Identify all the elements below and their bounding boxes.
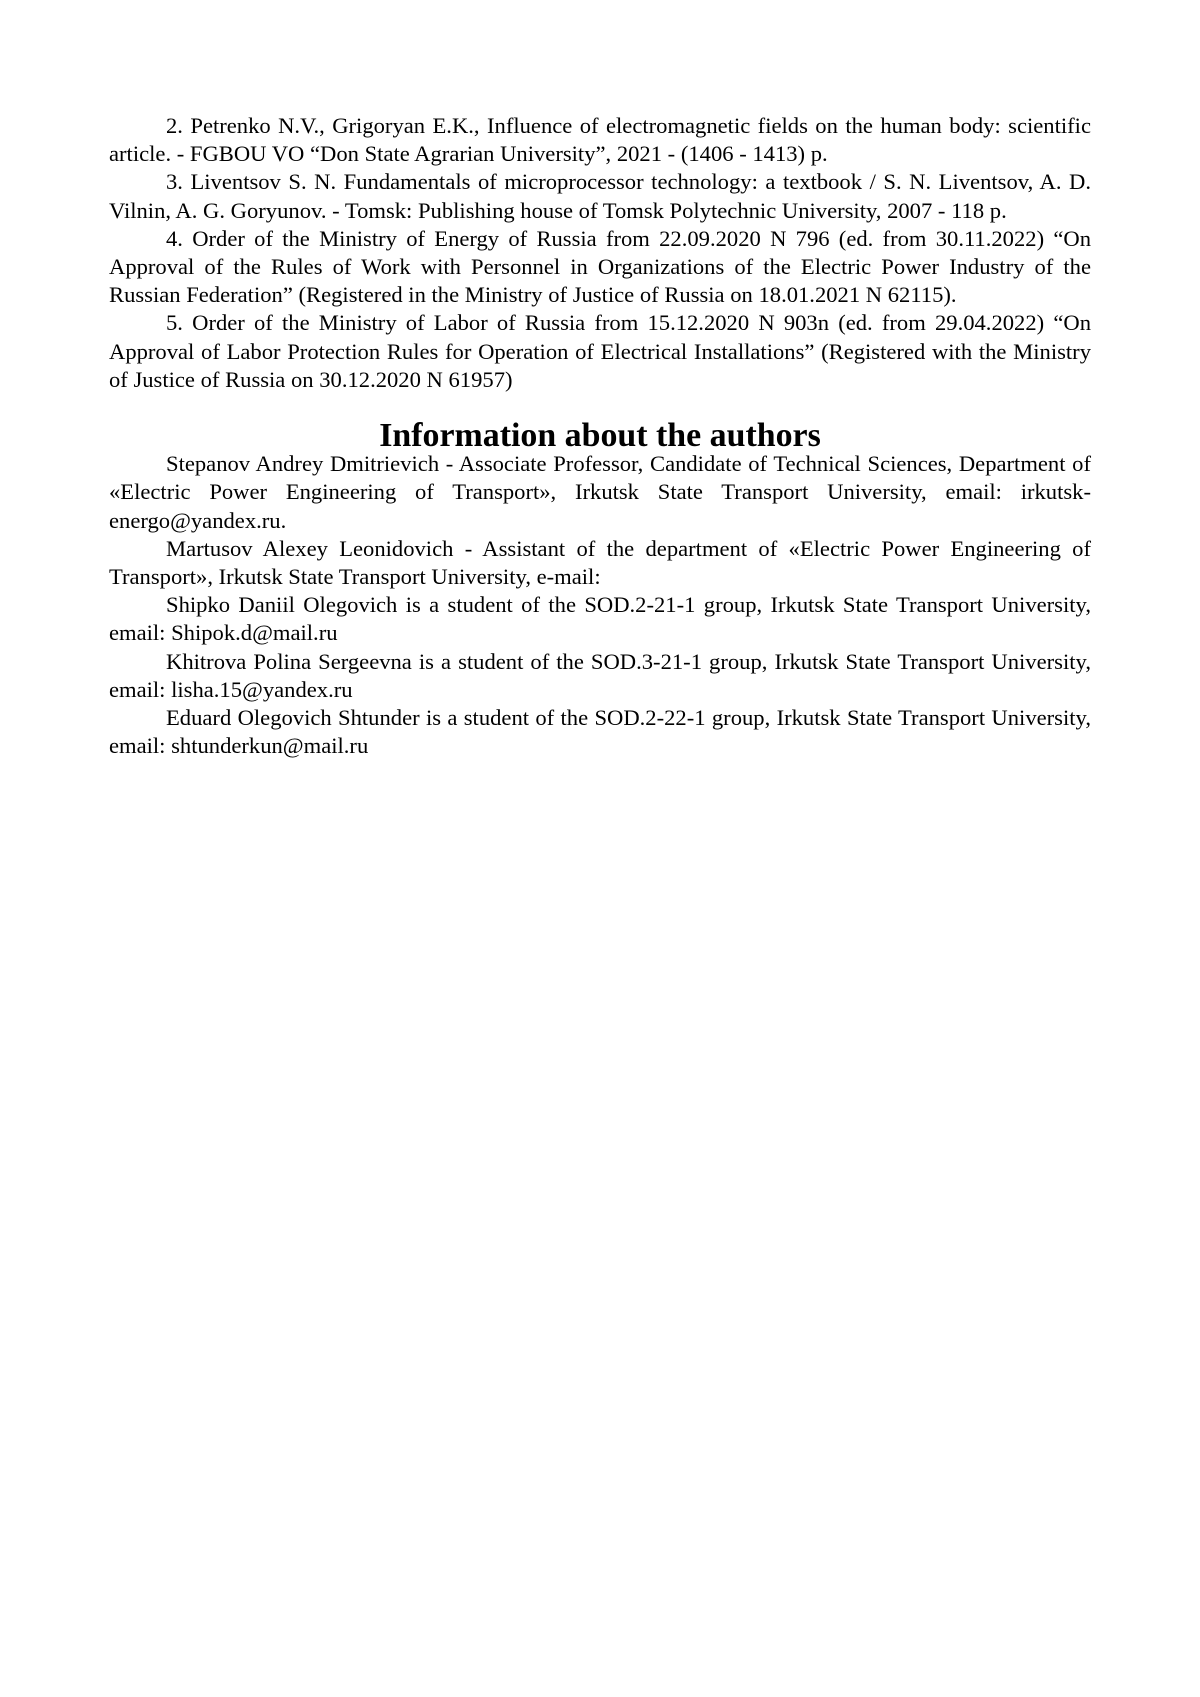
document-page — [109, 112, 1091, 760]
author-item: Shipko Daniil Olegovich is a student of the SOD.2-21-1 group, Irkutsk State Transport University, email: Shipok.d@mail.ru — [109, 592, 1091, 646]
authors-heading: Information about the authors — [379, 417, 821, 455]
authors-list — [109, 450, 1091, 760]
reference-item: 5. Order of the Ministry of Labor of Russia from 15.12.2020 N 903n (ed. from 29.04.2022) “On Approval of Labor Protection Rules for Operation of Electrical Installations” (Registered with the Ministry of Justice of Russia on 30.12.2020 N 61957) — [109, 310, 1091, 392]
author-item: Martusov Alexey Leonidovich - Assistant of the department of «Electric Power Engineering of Transport», Irkutsk State Transport University, e-mail: — [109, 535, 1091, 590]
author-item: Khitrova Polina Sergeevna is a student of the SOD.3-21-1 group, Irkutsk State Transport University, email: lisha.15@yandex.ru — [109, 648, 1091, 702]
reference-item: 3. Liventsov S. N. Fundamentals of microprocessor technology: a textbook / S. N. Liventsov, A. D. Vilnin, A. G. Goryunov. - Tomsk: Publishing house of Tomsk Polytechnic University, 2007 - 118 p. — [109, 169, 1091, 223]
author-item: Stepanov Andrey Dmitrievich - Associate Professor, Candidate of Technical Sciences, Department of «Electric Power Engineering of Transport», Irkutsk State Transport University, email: irkutsk-energo@yandex.ru. — [109, 451, 1091, 533]
author-item: Eduard Olegovich Shtunder is a student of the SOD.2-22-1 group, Irkutsk State Transport University, email: shtunderkun@mail.ru — [109, 705, 1091, 759]
reference-item: 2. Petrenko N.V., Grigoryan E.K., Influence of electromagnetic fields on the human body: scientific article. - FGBOU VO “Don State Agrarian University”, 2021 - (1406 - 1413) p. — [109, 113, 1091, 167]
references-list — [109, 112, 1091, 394]
reference-item: 4. Order of the Ministry of Energy of Russia from 22.09.2020 N 796 (ed. from 30.11.2022) “On Approval of the Rules of Work with Personnel in Organizations of the Electric Power Industry of the Russian Federation” (Registered in the Ministry of Justice of Russia on 18.01.2021 N 62115). — [109, 225, 1091, 308]
